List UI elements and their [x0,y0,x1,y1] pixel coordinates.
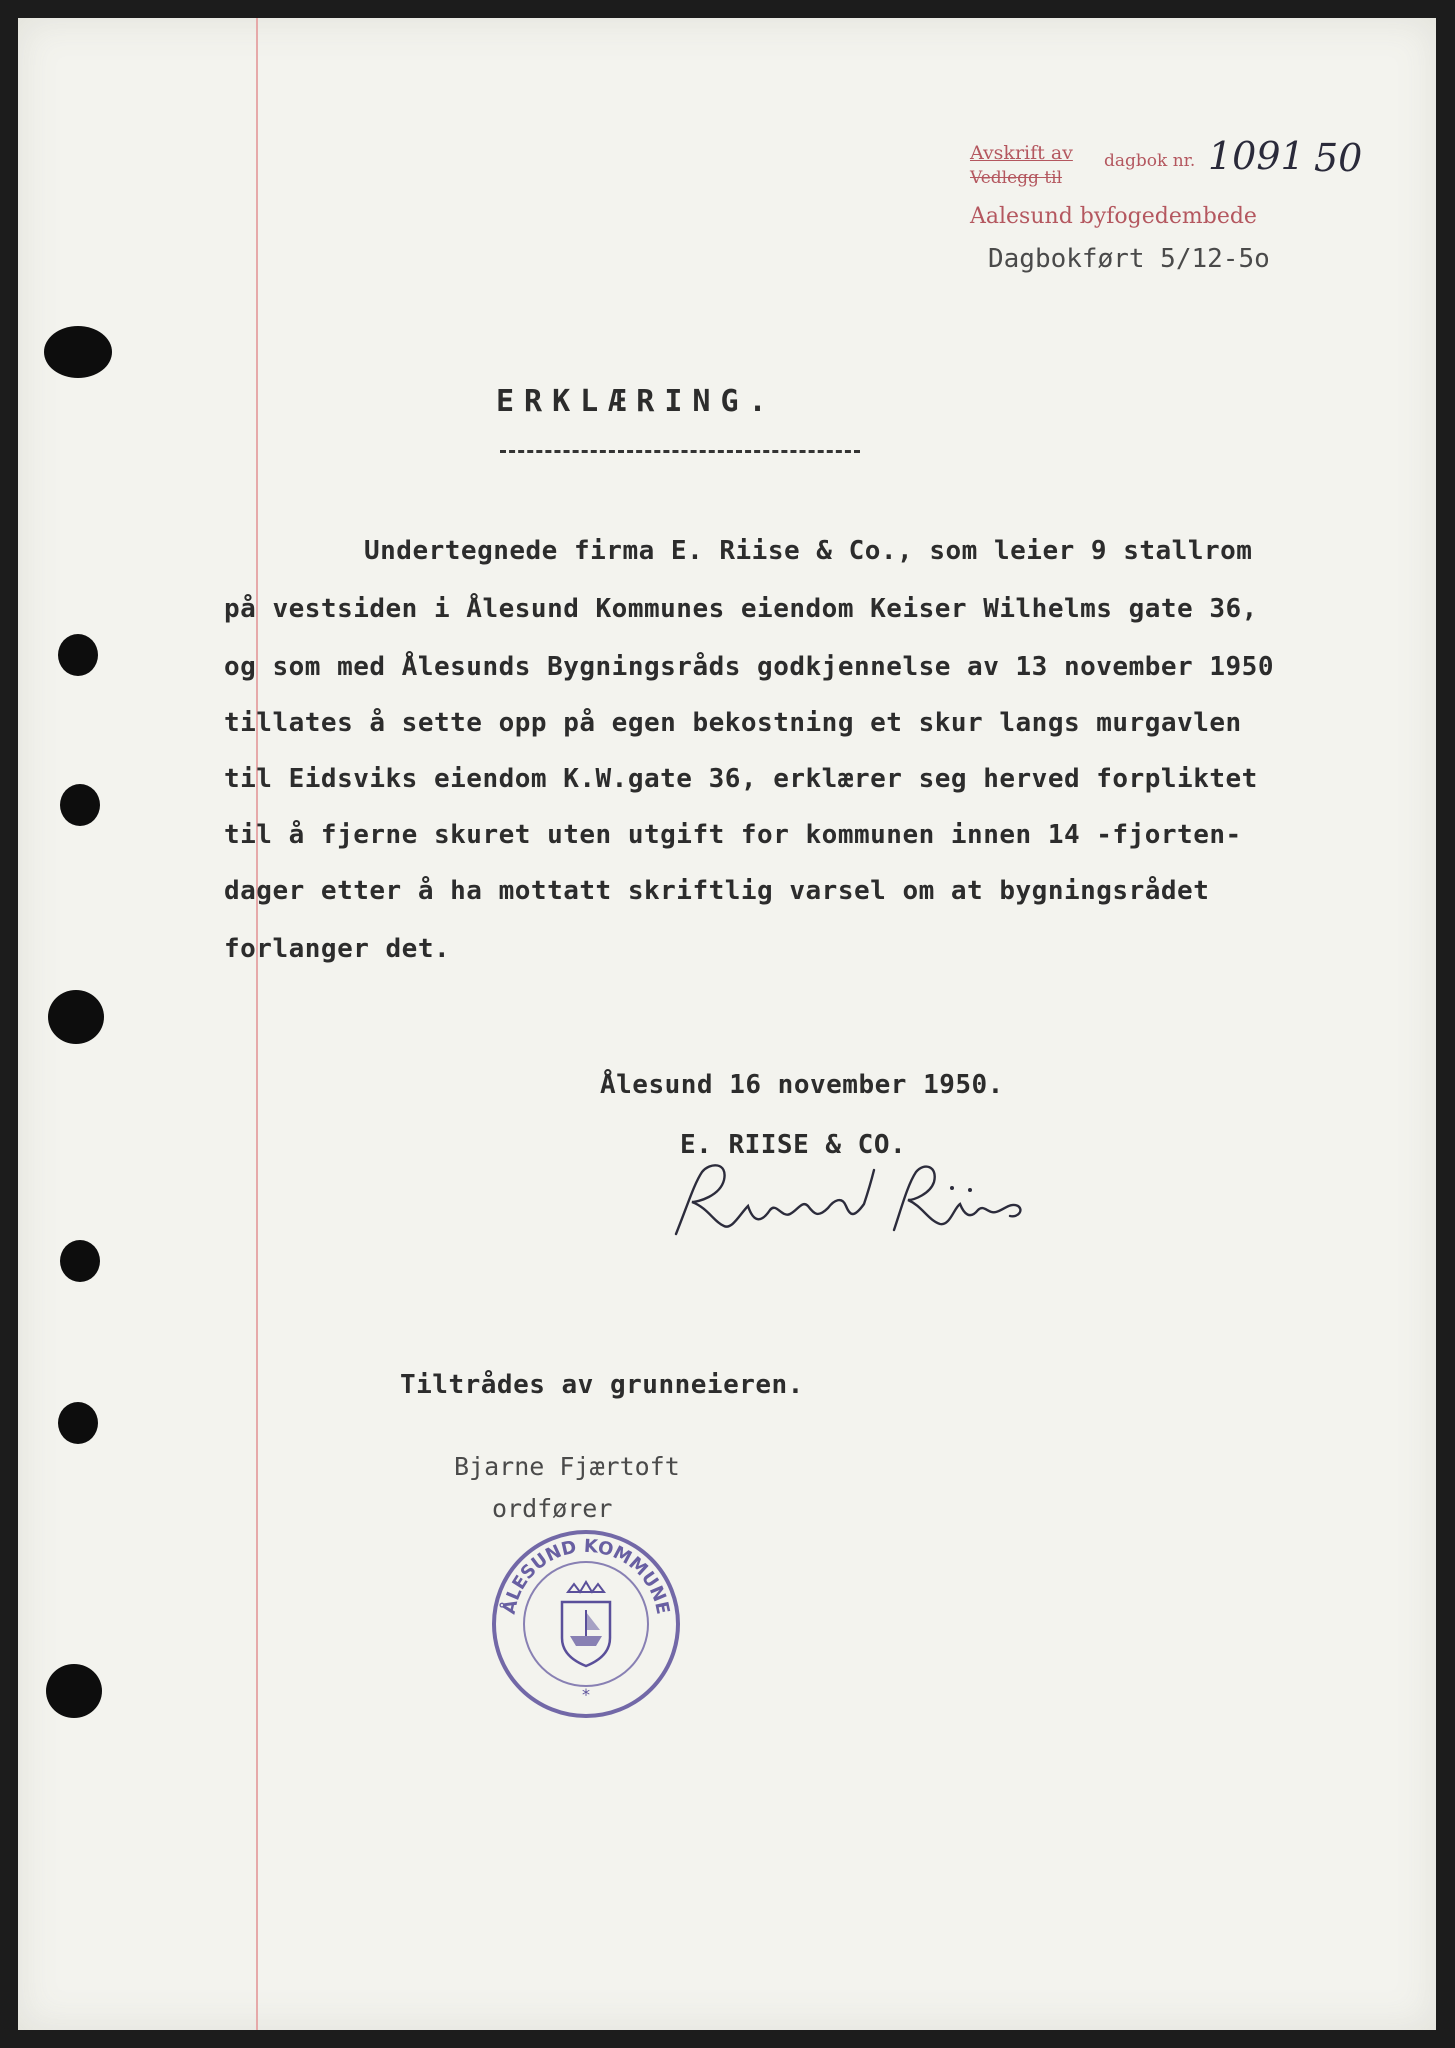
dagbok-label: dagbok nr. [1104,151,1196,171]
dagbok-number: 1091 [1208,134,1305,178]
body-line: tillates å sette opp på egen bekostning et skur langs murgavlen [224,708,1242,738]
body-line: og som med Ålesunds Bygningsråds godkjennelse av 13 november 1950 [224,652,1274,682]
body-line: forlanger det. [224,934,451,964]
body-line: til å fjerne skuret uten utgift for kommunen innen 14 -fjorten- [224,820,1242,850]
punch-hole [58,1402,98,1444]
signer-title: ordfører [492,1494,613,1523]
svg-text:*: * [582,1685,590,1704]
vedlegg-label: Vedlegg til [970,168,1063,188]
punch-hole [60,1240,100,1282]
body-line: på vestsiden i Ålesund Kommunes eiendom Keiser Wilhelms gate 36, [224,594,1258,624]
municipal-seal [488,1526,684,1722]
office-name: Aalesund byfogedembede [970,204,1257,229]
punch-hole [48,990,104,1044]
document-page [18,18,1436,2030]
body-line: Undertegnede firma E. Riise & Co., som leier 9 stallrom [364,536,1253,566]
avskrift-label: Avskrift av [970,142,1073,164]
company-name: E. RIISE & CO. [680,1130,907,1160]
signature [658,1144,1038,1254]
svg-text:ÅLESUND KOMMUNE: ÅLESUND KOMMUNE [498,1535,674,1617]
dagbok-year: 50 [1314,136,1363,180]
signer-name: Bjarne Fjærtoft [454,1452,680,1481]
document-title: ERKLÆRING. [496,384,777,419]
punch-hole [44,326,112,378]
title-underline [500,450,860,453]
punch-hole [46,1664,102,1718]
place-date: Ålesund 16 november 1950. [600,1070,1004,1100]
punch-hole [60,784,100,826]
dagbokfort-line: Dagbokført 5/12-5o [988,244,1270,274]
consent-line: Tiltrådes av grunneieren. [400,1370,804,1400]
body-line: til Eidsviks eiendom K.W.gate 36, erklærer seg herved forpliktet [224,764,1258,794]
body-line: dager etter å ha mottatt skriftlig varsel om at bygningsrådet [224,876,1210,906]
punch-hole [58,634,98,676]
margin-line [256,18,258,2030]
